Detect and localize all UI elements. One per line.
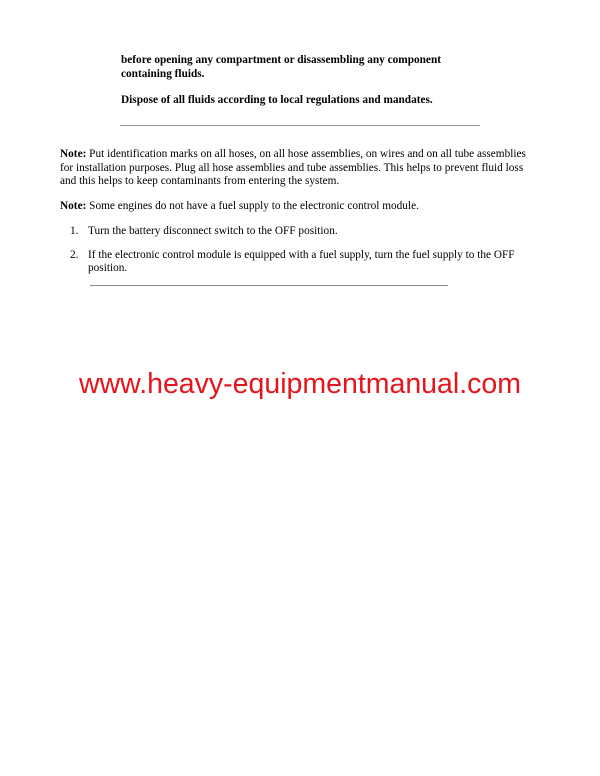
step-text: Turn the battery disconnect switch to the OFF position.: [88, 225, 338, 237]
step-2: [70, 249, 550, 276]
note-label: Note:: [60, 148, 87, 160]
watermark-url[interactable]: www.heavy-equipmentmanual.com: [79, 368, 521, 400]
step-1: [70, 225, 550, 239]
note-text: Some engines do not have a fuel supply to the electronic control module.: [86, 200, 419, 212]
note-identification-marks: [60, 148, 540, 189]
separator-rule-top: [120, 125, 480, 126]
note-label: Note:: [60, 200, 87, 212]
warning-line-2: containing fluids.: [121, 68, 205, 80]
step-number: 1.: [70, 225, 79, 237]
warning-text-block: [121, 53, 481, 107]
step-text: If the electronic control module is equipped with a fuel supply, turn the fuel supply to the OFF position.: [88, 248, 515, 275]
step-number: 2.: [70, 248, 79, 261]
dispose-fluids-text: Dispose of all fluids according to local regulations and mandates.: [121, 94, 433, 106]
procedure-steps: [70, 225, 550, 276]
separator-rule-bottom: [90, 285, 448, 286]
note-fuel-supply: [60, 200, 540, 214]
note-text: Put identification marks on all hoses, on all hose assemblies, on wires and on all tube assemblies for installation purposes. Plug all hose assemblies and tube assemblies. This helps to prevent fluid loss and this helps to keep contaminants from entering the system.: [60, 148, 526, 188]
warning-line-1: before opening any compartment or disassembling any component: [121, 54, 441, 66]
